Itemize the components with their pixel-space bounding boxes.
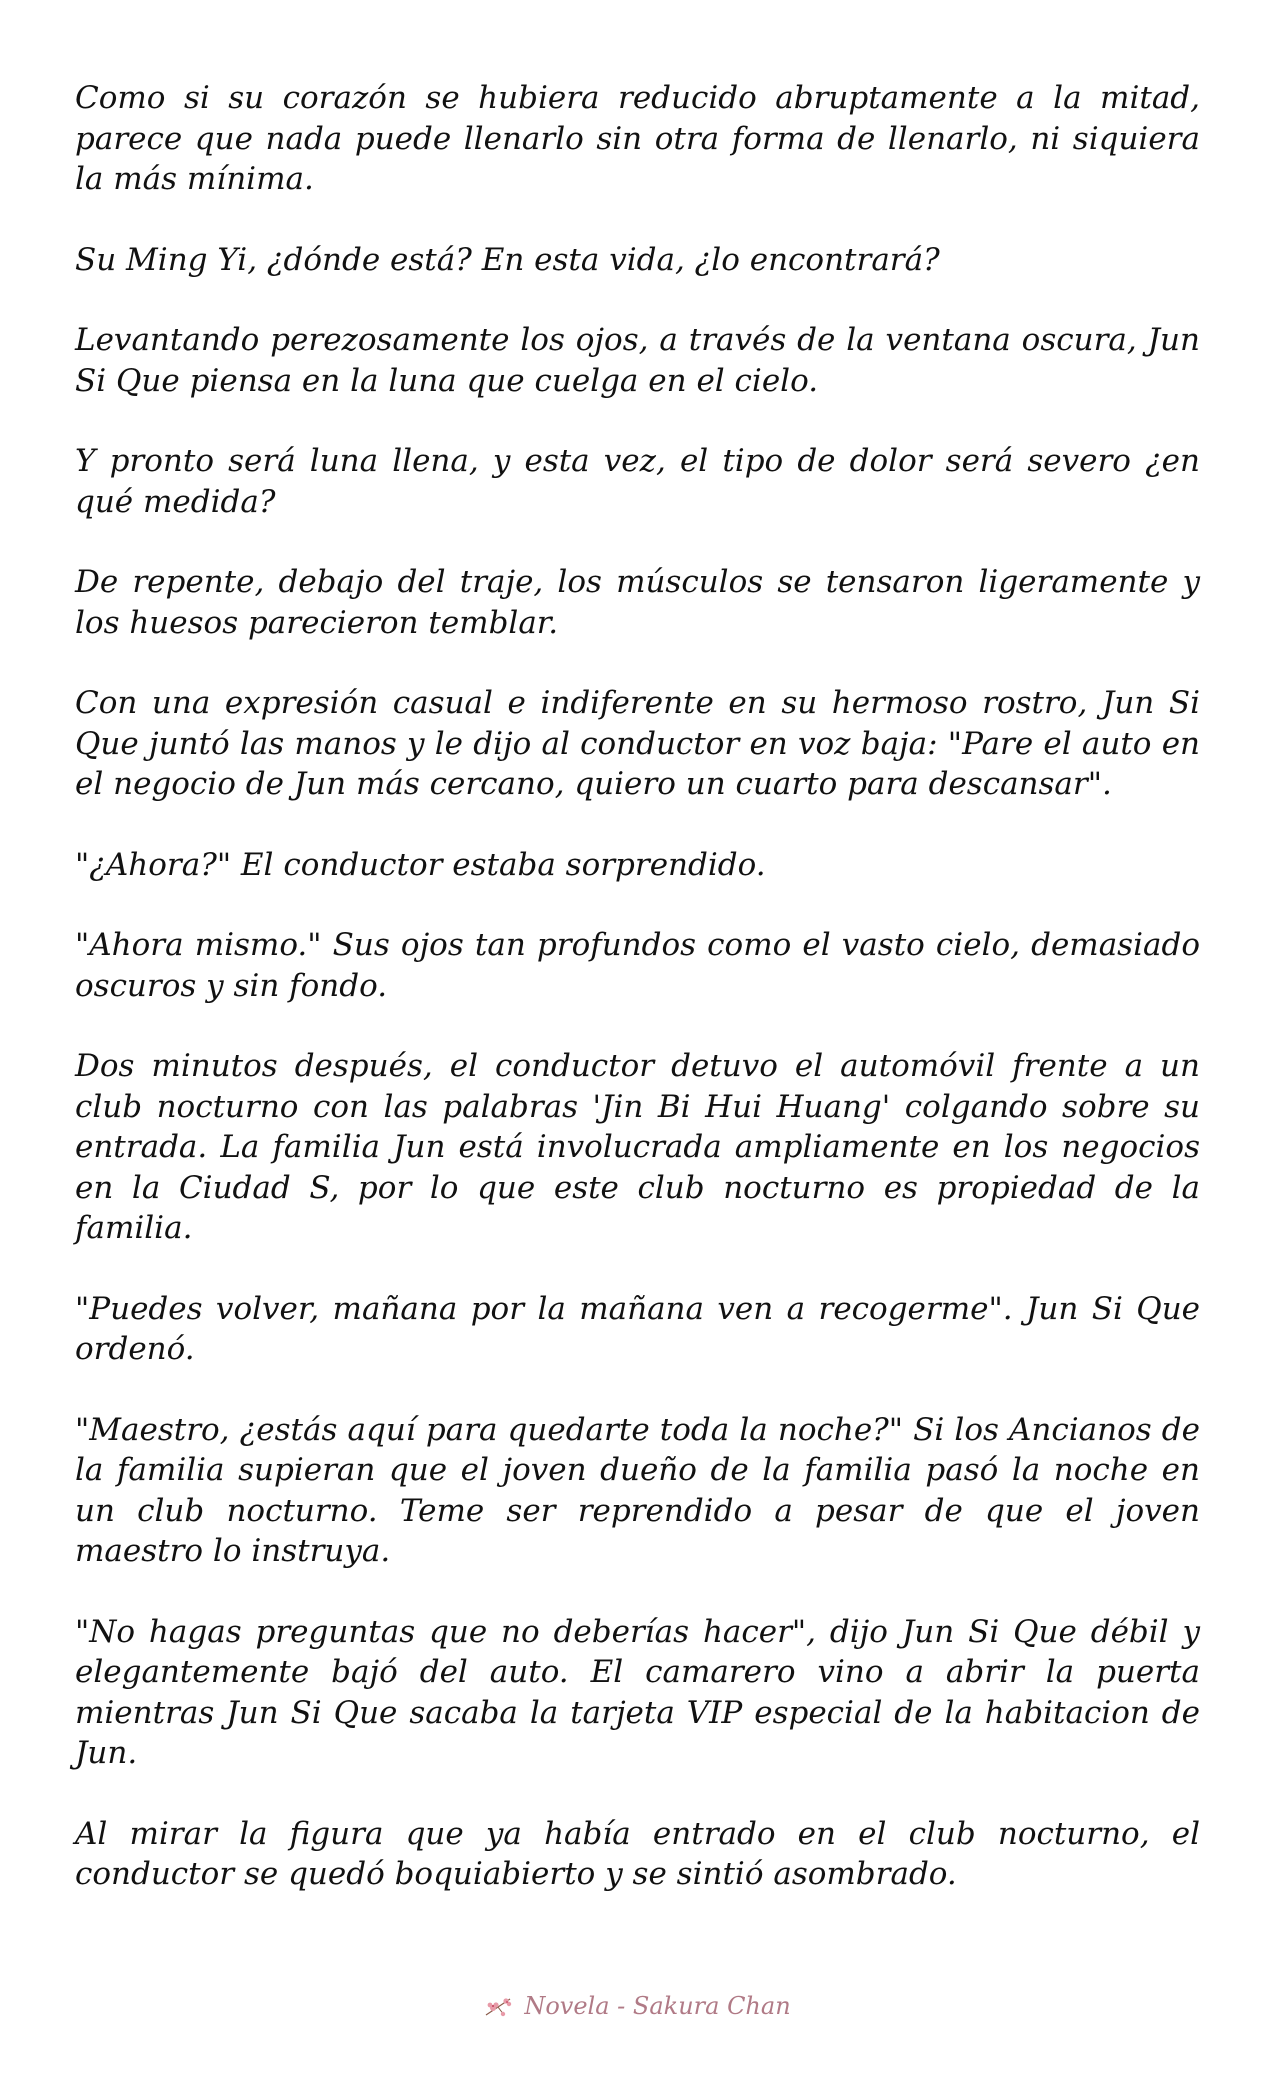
sakura-blossom-icon bbox=[484, 1993, 514, 2019]
paragraph-12: "No hagas preguntas que no deberías hacer", dijo Jun Si Que débil y elegantemente bajó del auto. El camarero vino a abrir la puerta mientras Jun Si Que sacaba la tarjeta VIP especial de la habitacion de Jun. bbox=[75, 1613, 1200, 1771]
paragraph-9: Dos minutos después, el conductor detuvo el automóvil frente a un club nocturno con las palabras 'Jin Bi Hui Huang' colgando sobre su entrada. La familia Jun está involucrada ampliamente en los negocios en la Ciudad S, por lo que este club nocturno es propiedad de la familia. bbox=[75, 1048, 1200, 1246]
paragraph-13: Al mirar la figura que ya había entrado en el club nocturno, el conductor se quedó boquiabierto y se sintió asombrado. bbox=[75, 1815, 1200, 1892]
paragraph-7: "¿Ahora?" El conductor estaba sorprendido. bbox=[75, 846, 766, 883]
paragraph-3: Levantando perezosamente los ojos, a través de la ventana oscura, Jun Si Que piensa en la luna que cuelga en el cielo. bbox=[75, 322, 1200, 399]
paragraph-6: Con una expresión casual e indiferente en su hermoso rostro, Jun Si Que juntó las manos y le dijo al conductor en voz baja: "Pare el auto en el negocio de Jun más cercano, quiero un cuarto para descansar". bbox=[75, 685, 1200, 802]
paragraph-4: Y pronto será luna llena, y esta vez, el tipo de dolor será severo ¿en qué medida? bbox=[75, 443, 1200, 520]
paragraph-11: "Maestro, ¿estás aquí para quedarte toda la noche?" Si los Ancianos de la familia supieran que el joven dueño de la familia pasó la noche en un club nocturno. Teme ser reprendido a pesar de que el joven maestro lo instruya. bbox=[75, 1411, 1200, 1569]
watermark-text: Novela - Sakura Chan bbox=[524, 1992, 791, 2020]
paragraph-1: Como si su corazón se hubiera reducido abruptamente a la mitad, parece que nada puede llenarlo sin otra forma de llenarlo, ni siquiera la más mínima. bbox=[75, 80, 1200, 197]
watermark-footer bbox=[0, 1986, 1275, 2026]
paragraph-2: Su Ming Yi, ¿dónde está? En esta vida, ¿lo encontrará? bbox=[75, 241, 940, 278]
paragraph-10: "Puedes volver, mañana por la mañana ven a recogerme". Jun Si Que ordenó. bbox=[75, 1290, 1200, 1367]
paragraph-8: "Ahora mismo." Sus ojos tan profundos como el vasto cielo, demasiado oscuros y sin fondo. bbox=[75, 927, 1200, 1004]
paragraph-5: De repente, debajo del traje, los músculos se tensaron ligeramente y los huesos parecieron temblar. bbox=[75, 564, 1200, 641]
chapter-text bbox=[75, 78, 1200, 1935]
